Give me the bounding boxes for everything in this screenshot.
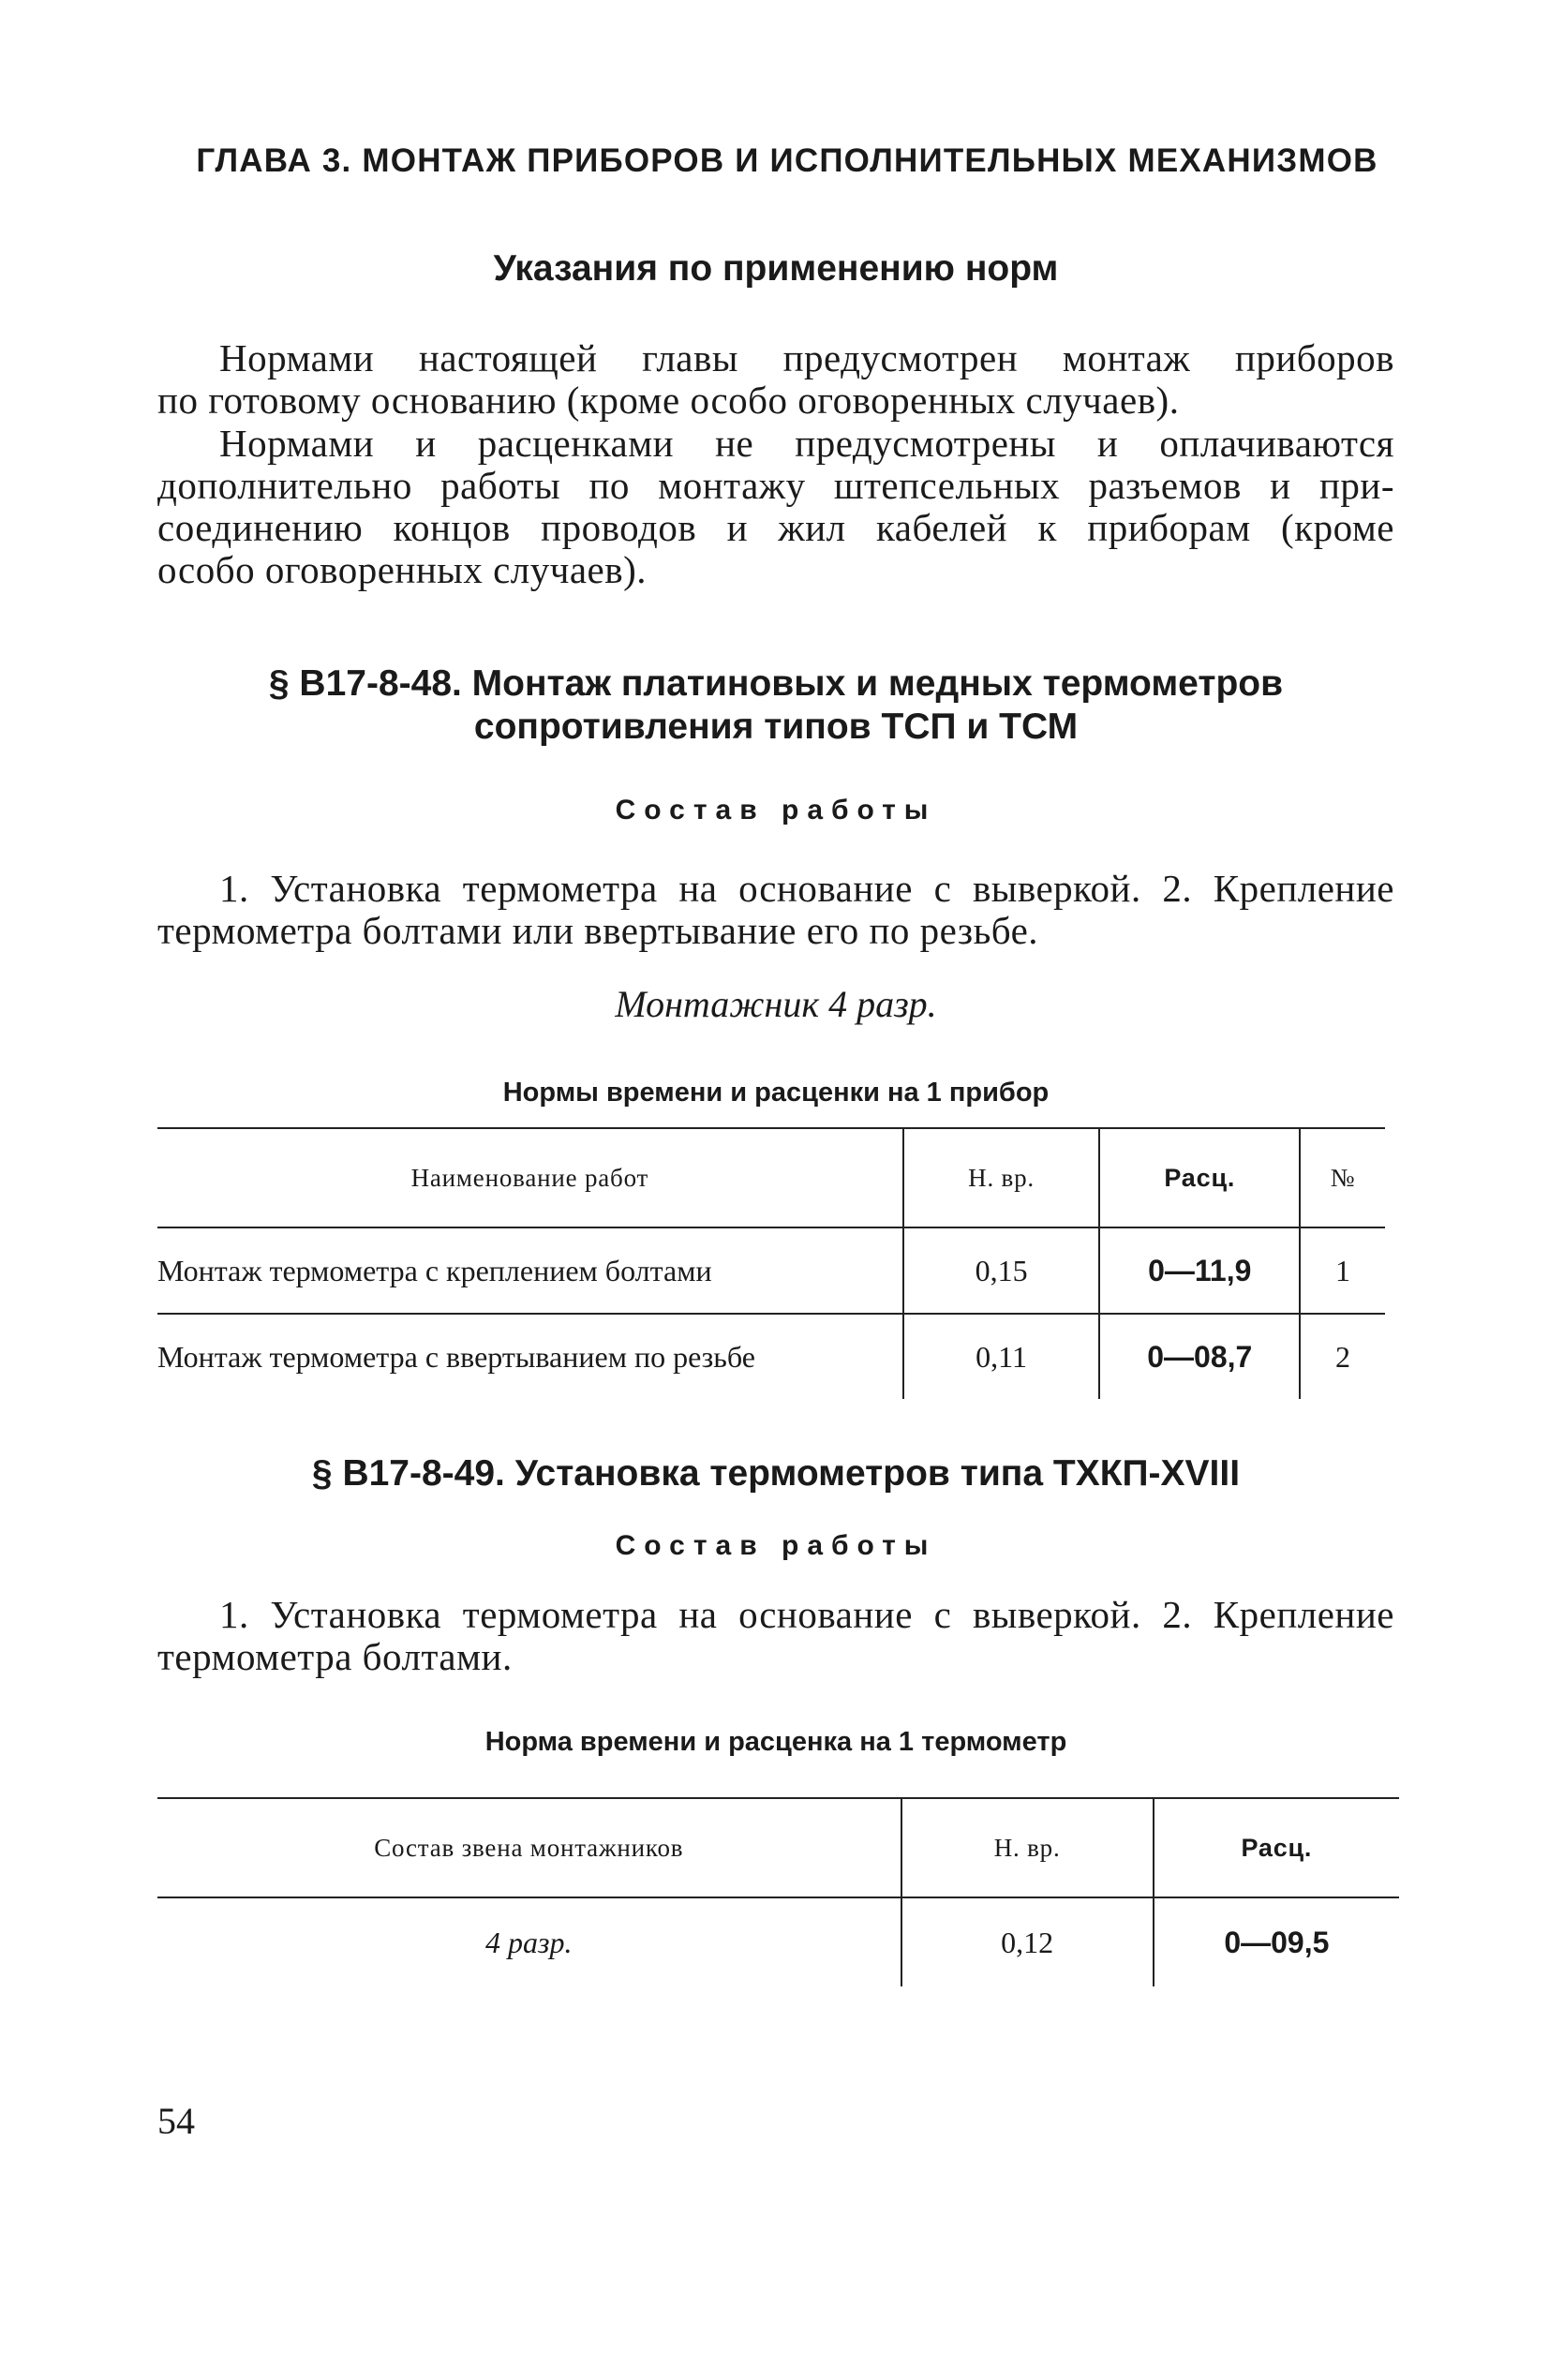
header-time-norm: Н. вр. [903, 1128, 1100, 1227]
text-line: Нормами и расценками не предусмотрены и оплачиваются [219, 422, 1394, 465]
section-49-heading: § В17-8-49. Установка термометров типа ТХКП-XVIII [311, 1453, 1241, 1494]
usage-paragraph-2 [157, 423, 1394, 591]
section-48-worker: Монтажник 4 разр. [615, 983, 937, 1025]
usage-paragraph-1 [157, 337, 1394, 422]
cell-work-name: Монтаж термометра с ввертыванием по резьбе [157, 1339, 755, 1374]
text-line: соединению концов проводов и жил кабелей к приборам (кроме [157, 506, 1394, 549]
cell-number: 2 [1300, 1314, 1385, 1399]
section-49-work-title: Состав работы [615, 1530, 937, 1561]
text-line: по готовому основанию (кроме особо оговоренных случаев). [157, 379, 1180, 422]
text-line: особо оговоренных случаев). [157, 548, 648, 591]
text-line: Нормами настоящей главы предусмотрен монтаж приборов [219, 336, 1394, 379]
section-48-work-text [157, 868, 1394, 952]
header-crew: Состав звена монтажников [157, 1798, 901, 1897]
section-48-table-caption: Нормы времени и расценки на 1 прибор [502, 1078, 1050, 1108]
table-row [157, 1897, 1399, 1986]
text-line: 1. Установка термометра на основание с выверкой. 2. Крепление [219, 1593, 1394, 1636]
section-48-heading-line-2: сопротивления типов ТСП и ТСМ [473, 707, 1079, 747]
section-49-norms-table [157, 1797, 1399, 1986]
cell-rate: 0—08,7 [1099, 1314, 1300, 1399]
header-number: № [1300, 1128, 1385, 1227]
section-49-work-text [157, 1594, 1394, 1678]
section-48-heading-line-1: § В17-8-48. Монтаж платиновых и медных термометров [268, 663, 1284, 704]
header-rate: Расц. [1154, 1798, 1399, 1897]
cell-crew: 4 разр. [485, 1925, 573, 1959]
section-48-heading [157, 662, 1394, 749]
cell-time-norm: 0,12 [901, 1897, 1154, 1986]
cell-number: 1 [1300, 1227, 1385, 1314]
text-line: термометра болтами. [157, 1635, 513, 1678]
table-header-row [157, 1128, 1385, 1227]
usage-heading: Указания по применению норм [493, 248, 1059, 289]
text-line: термометра болтами или ввертывание его по резьбе. [157, 909, 1039, 952]
section-48-work-title: Состав работы [615, 795, 937, 826]
section-48-norms-table [157, 1127, 1385, 1399]
text-line: дополнительно работы по монтажу штепсельных разъемов и при- [157, 464, 1394, 507]
header-rate: Расц. [1099, 1128, 1300, 1227]
table-header-row [157, 1798, 1399, 1897]
table-row [157, 1314, 1385, 1399]
cell-time-norm: 0,11 [903, 1314, 1100, 1399]
text-line: 1. Установка термометра на основание с выверкой. 2. Крепление [219, 867, 1394, 910]
cell-time-norm: 0,15 [903, 1227, 1100, 1314]
cell-rate: 0—11,9 [1099, 1227, 1300, 1314]
section-49-table-caption: Норма времени и расценка на 1 термометр [484, 1727, 1067, 1757]
page-number: 54 [157, 2100, 195, 2142]
header-work-name: Наименование работ [157, 1128, 903, 1227]
cell-work-name: Монтаж термометра с креплением болтами [157, 1227, 903, 1314]
header-time-norm: Н. вр. [901, 1798, 1154, 1897]
table-row [157, 1227, 1385, 1314]
chapter-title: ГЛАВА 3. МОНТАЖ ПРИБОРОВ И ИСПОЛНИТЕЛЬНЫХ МЕХАНИЗМОВ [196, 142, 1378, 179]
cell-rate: 0—09,5 [1154, 1897, 1399, 1986]
